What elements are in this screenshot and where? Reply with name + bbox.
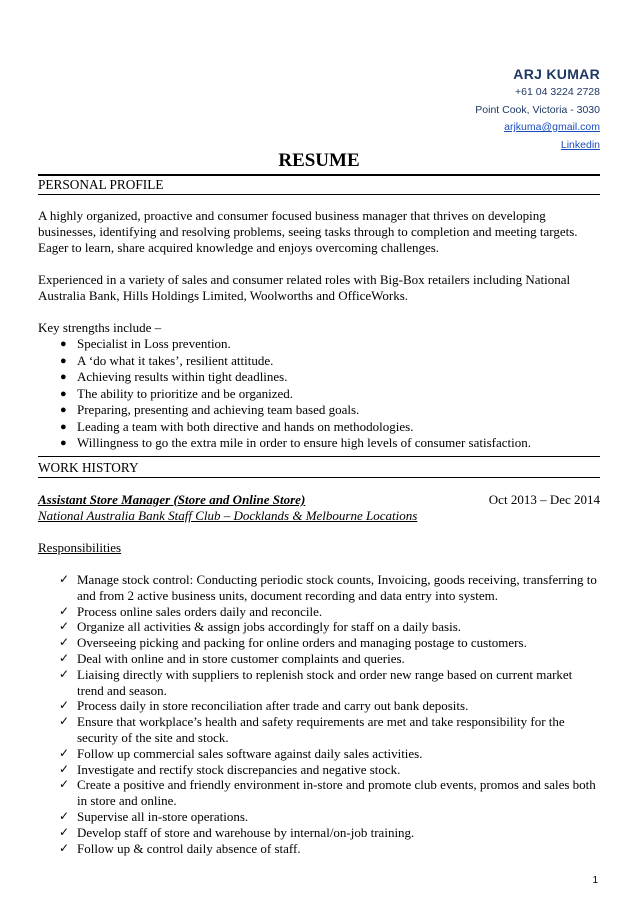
list-item: ✓ Ensure that workplace’s health and safety requirements are met and take responsibility for the security of the site and stock.: [59, 714, 565, 745]
list-item: ✓ Liaising directly with suppliers to replenish stock and order new range based on current market trend and season.: [59, 666, 573, 698]
check-icon: ✓: [59, 619, 70, 634]
list-item: ● Leading a team with both directive and hands on methodologies.: [60, 418, 414, 434]
check-icon: ✓: [59, 777, 70, 792]
email-link[interactable]: arjkuma@gmail.com: [504, 121, 600, 133]
job-title: Assistant Store Manager (Store and Online Store): [38, 492, 306, 507]
list-item: ● Specialist in Loss prevention.: [60, 336, 231, 351]
check-icon: ✓: [59, 603, 70, 618]
responsibilities-heading: Responsibilities: [38, 540, 122, 555]
check-icon: ✓: [59, 761, 70, 776]
bullet-icon: ●: [60, 437, 67, 449]
bullet-icon: ●: [60, 338, 67, 350]
bullet-icon: ●: [60, 420, 67, 433]
check-icon: ✓: [59, 808, 70, 823]
list-item: ● Preparing, presenting and achieving team based goals.: [60, 402, 360, 417]
list-item: ✓ Follow up & control daily absence of staff.: [59, 840, 301, 856]
list-item: ● The ability to prioritize and be organized.: [60, 385, 293, 401]
profile-paragraph-1: A highly organized, proactive and consumer focused business manager that thrives on developing businesses, identifying and resolving problems, seeing tasks through to completion and meeting targets. Eager to learn, share acquired knowledge and enjoys overcoming challenges.: [38, 208, 578, 255]
document-title: RESUME: [278, 150, 360, 171]
profile-heading: PERSONAL PROFILE: [38, 177, 164, 192]
bullet-icon: ●: [60, 404, 67, 416]
check-icon: ✓: [59, 635, 70, 650]
list-item: ✓ Follow up commercial sales software against daily sales activities.: [59, 745, 423, 761]
employer: National Australia Bank Staff Club – Docklands & Melbourne Locations: [38, 508, 418, 523]
profile-section: [38, 208, 600, 452]
work-section: [38, 492, 600, 856]
work-heading-rule: [38, 477, 600, 478]
title-rule: [38, 174, 600, 176]
list-item: ✓ Organize all activities & assign jobs accordingly for staff on a daily basis.: [59, 619, 462, 635]
list-item: ● A ‘do what it takes’, resilient attitude.: [60, 352, 274, 368]
candidate-name: ARJ KUMAR: [513, 66, 600, 82]
list-item: ● Willingness to go the extra mile in order to ensure high levels of consumer satisfaction.: [60, 435, 532, 450]
check-icon: ✓: [59, 840, 70, 855]
strengths-intro: Key strengths include –: [38, 320, 162, 335]
check-icon: ✓: [59, 698, 70, 713]
list-item: ✓ Develop staff of store and warehouse by internal/on-job training.: [59, 824, 415, 840]
list-item: ✓ Investigate and rectify stock discrepancies and negative stock.: [59, 761, 401, 777]
list-item: ✓ Supervise all in-store operations.: [59, 808, 249, 824]
bullet-icon: ●: [60, 387, 67, 400]
work-top-rule: [38, 456, 600, 457]
check-icon: ✓: [59, 650, 70, 665]
page-number: 1: [592, 875, 598, 886]
bullet-icon: ●: [60, 354, 67, 367]
strengths-list: [38, 336, 600, 452]
contact-block: [475, 64, 600, 154]
check-icon: ✓: [59, 572, 70, 586]
list-item: ✓ Overseeing picking and packing for online orders and managing postage to customers.: [59, 635, 527, 651]
list-item: ✓ Process daily in store reconciliation after trade and carry out bank deposits.: [59, 698, 469, 714]
check-icon: ✓: [59, 745, 70, 760]
phone-number: +61 04 3224 2728: [515, 86, 600, 98]
list-item: ✓ Process online sales orders daily and reconcile.: [59, 603, 323, 619]
check-icon: ✓: [59, 666, 70, 681]
bullet-icon: ●: [60, 371, 67, 383]
profile-paragraph-2: Experienced in a variety of sales and consumer related roles with Big-Box retailers including National Australia Bank, Hills Holdings Limited, Woolworths and OfficeWorks.: [38, 272, 571, 303]
check-icon: ✓: [59, 714, 70, 729]
responsibilities-list: [38, 572, 600, 856]
address: Point Cook, Victoria - 3030: [475, 103, 600, 116]
check-icon: ✓: [59, 824, 70, 839]
list-item: ✓ Deal with online and in store customer complaints and queries.: [59, 650, 405, 666]
job-dates: Oct 2013 – Dec 2014: [488, 492, 600, 507]
list-item: ✓ Create a positive and friendly environment in-store and promote club events, promos and sales both in store and online.: [59, 777, 596, 809]
linkedin-link[interactable]: Linkedin: [560, 138, 600, 151]
list-item: ✓ Manage stock control: Conducting periodic stock counts, Invoicing, goods receiving, transferring to and from 2 active business units, document recording and data entry into system.: [59, 572, 597, 603]
profile-heading-rule: [38, 194, 600, 195]
list-item: ● Achieving results within tight deadlines.: [60, 369, 288, 384]
work-heading: WORK HISTORY: [38, 460, 139, 475]
